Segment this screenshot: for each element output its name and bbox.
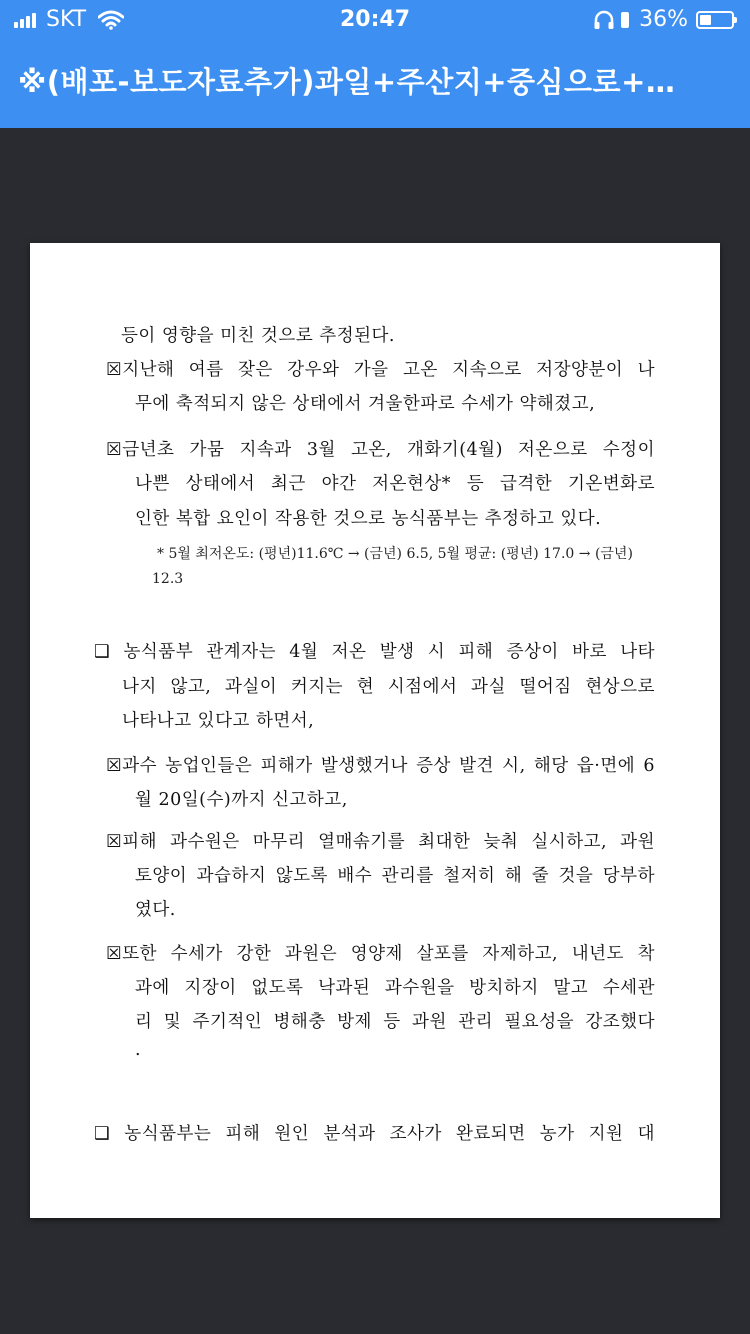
- doc-footnote: * 5월 최저온도: (평년)11.6℃ → (금년) 6.5, 5월 평균: (평년) 17.0 → (금년): [157, 546, 633, 562]
- document-page[interactable]: [30, 243, 720, 1218]
- doc-line: ❑ 농식품부 관계자는 4월 저온 발생 시 피해 증상이 바로 나타: [94, 642, 655, 662]
- carrier-label: SKT: [46, 7, 87, 32]
- doc-line: 월 20일(수)까지 신고하고,: [135, 790, 348, 810]
- status-bar: [0, 0, 750, 40]
- doc-line: ☒지난해 여름 잦은 강우와 가을 고온 지속으로 저장양분이 나: [106, 360, 655, 380]
- doc-line: 리 및 주기적인 병해충 방제 등 과원 관리 필요성을 강조했다: [135, 1012, 655, 1032]
- doc-line: 무에 축적되지 않은 상태에서 겨울한파로 수세가 약해졌고,: [135, 394, 596, 414]
- doc-line: 였다.: [135, 900, 176, 920]
- doc-line: 나지 않고, 과실이 커지는 현 시점에서 과실 떨어짐 현상으로: [122, 677, 655, 697]
- status-right: [593, 7, 734, 32]
- doc-line: 나타나고 있다고 하면서,: [122, 711, 315, 731]
- doc-line: 나쁜 상태에서 최근 야간 저온현상* 등 급격한 기온변화로: [135, 474, 655, 494]
- doc-line: 과에 지장이 없도록 낙과된 과수원을 방치하지 말고 수세관: [135, 978, 655, 998]
- doc-line: ☒과수 농업인들은 피해가 발생했거나 증상 발견 시, 해당 읍·면에 6: [106, 756, 655, 776]
- status-time: 20:47: [339, 7, 411, 32]
- doc-line: ☒피해 과수원은 마무리 열매솎기를 최대한 늦춰 실시하고, 과원: [106, 832, 655, 852]
- doc-footnote: 12.3: [152, 571, 184, 587]
- doc-line: ☒금년초 가뭄 지속과 3월 고온, 개화기(4월) 저온으로 수정이: [106, 440, 655, 460]
- doc-line: 등이 영향을 미친 것으로 추정된다.: [121, 326, 395, 346]
- battery-percent: 36%: [639, 7, 688, 32]
- doc-line: .: [135, 1040, 142, 1060]
- battery-icon: [696, 11, 734, 29]
- doc-line: 토양이 과습하지 않도록 배수 관리를 철저히 해 줄 것을 당부하: [135, 866, 655, 886]
- headphones-icon: [593, 10, 615, 30]
- document-title: ※(배포-보도자료추가)과일+주산지+중심으로+…: [18, 65, 676, 99]
- doc-line: ❑ 농식품부는 피해 원인 분석과 조사가 완료되면 농가 지원 대: [94, 1124, 655, 1144]
- doc-line: 인한 복합 요인이 작용한 것으로 농식품부는 추정하고 있다.: [135, 509, 602, 529]
- doc-line: ☒또한 수세가 강한 과원은 영양제 살포를 자제하고, 내년도 착: [106, 944, 655, 964]
- rotation-lock-icon: [619, 10, 631, 30]
- app-header: [0, 0, 750, 128]
